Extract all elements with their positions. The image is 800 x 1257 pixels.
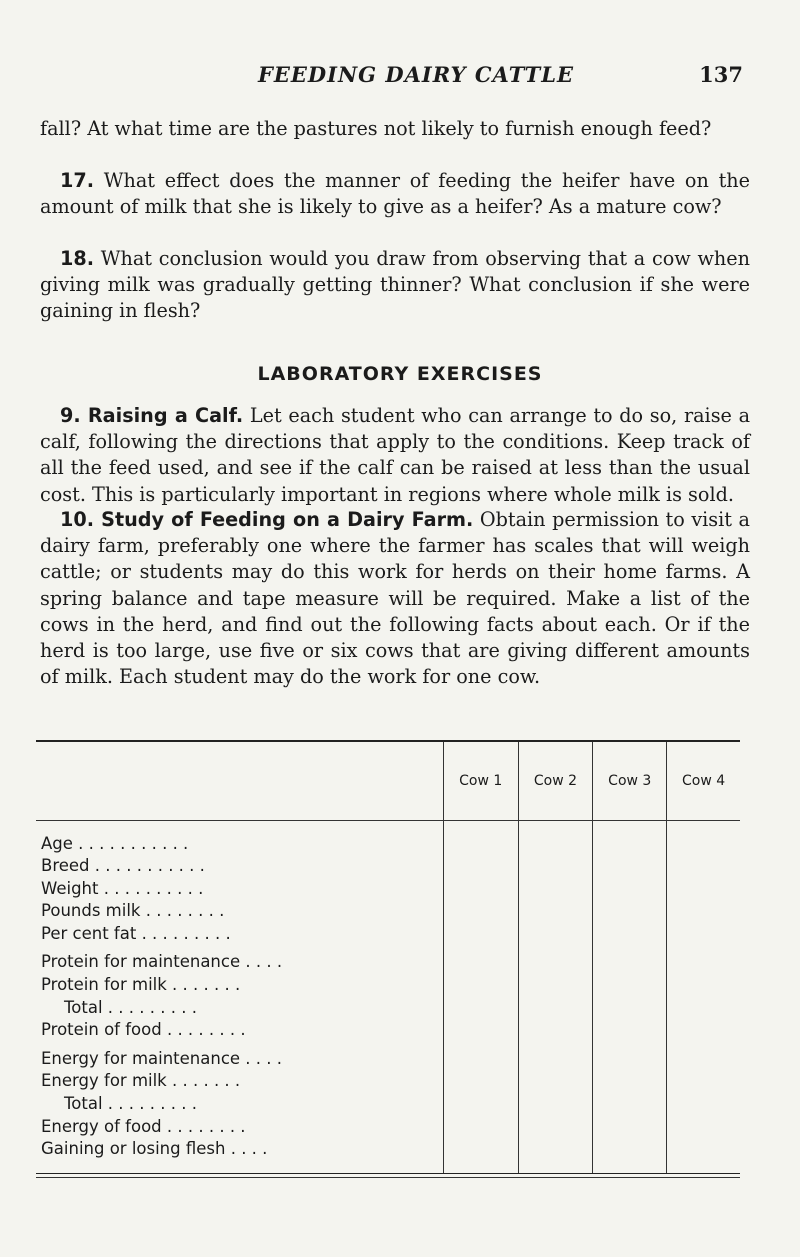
exercise-heading: 9. Raising a Calf. [60,404,244,427]
question-number: 18. [60,247,94,270]
exercise-9 [40,403,750,508]
paragraph-text: fall? At what time are the pastures not likely to furnish enough feed? [40,117,712,140]
cow-data-table [36,740,740,1178]
table-header-row [36,742,740,820]
row-label-age: Age . . . . . . . . . . . [41,833,189,853]
row-label-energy-milk: Energy for milk . . . . . . . [41,1071,241,1091]
row-label-protein-milk: Protein for milk . . . . . . . [41,975,241,995]
page-number: 137 [699,62,743,87]
row-label-energy-of-food: Energy of food . . . . . . . . [41,1116,246,1136]
table-bottom-rule-2 [36,1177,740,1178]
column-header-cow-2: Cow 2 [518,742,593,820]
cell-cow-1 [443,821,518,1173]
column-header-cow-1: Cow 1 [443,742,518,820]
cell-cow-4 [666,821,740,1173]
column-header-cow-4: Cow 4 [666,742,740,820]
row-label-pounds-milk: Pounds milk . . . . . . . . [41,901,225,921]
question-17 [40,168,750,220]
exercise-text: Let each student who can arrange to do so, raise a calf, following the directions that apply to the conditions. Keep track of all the feed used, and see if the calf can be raised at less than the usual cost. This is particularly important in regions where whole milk is sold. [40,404,751,506]
table-corner [36,742,443,820]
exercise-heading: 10. Study of Feeding on a Dairy Farm. [60,508,474,531]
row-label-breed: Breed . . . . . . . . . . . [41,856,205,876]
cell-cow-2 [518,821,593,1173]
table-body [36,821,740,1173]
section-title: LABORATORY EXERCISES [257,363,543,385]
row-label-energy-maintenance: Energy for maintenance . . . . [41,1048,282,1068]
row-label-weight: Weight . . . . . . . . . . [41,878,204,898]
question-number: 17. [60,169,94,192]
row-label-protein-total: Total . . . . . . . . . [64,997,197,1017]
row-labels [36,821,443,1173]
row-label-gaining-losing-flesh: Gaining or losing flesh . . . . [41,1139,268,1159]
row-label-protein-maintenance: Protein for maintenance . . . . [41,952,283,972]
column-header-cow-3: Cow 3 [592,742,666,820]
exercise-text: Obtain permission to visit a dairy farm, preferably one where the farmer has scales that will weigh cattle; or students may do this work for herds on their home farms. A spring balance and tape measure will be required. Make a list of the cows in the herd, and find out the following facts about each. Or if the herd is too large, use five or six cows that are giving different amounts of milk. Each student may do the work for one cow. [40,508,750,689]
running-title: FEEDING DAIRY CATTLE [258,62,574,87]
question-text: What effect does the manner of feeding the heifer have on the amount of milk that she is likely to give as a heifer? As a mature cow? [40,169,750,219]
question-18 [40,246,750,325]
page-header [0,62,800,92]
row-label-energy-total: Total . . . . . . . . . [64,1094,197,1114]
row-label-protein-of-food: Protein of food . . . . . . . . [41,1020,246,1040]
row-label-per-cent-fat: Per cent fat . . . . . . . . . [41,923,231,943]
cell-cow-3 [592,821,666,1173]
exercise-10 [40,507,750,690]
paragraph-continued [40,116,750,142]
question-text: What conclusion would you draw from observing that a cow when giving milk was gradually getting thinner? What conclusion if she were gaining in flesh? [40,247,750,323]
